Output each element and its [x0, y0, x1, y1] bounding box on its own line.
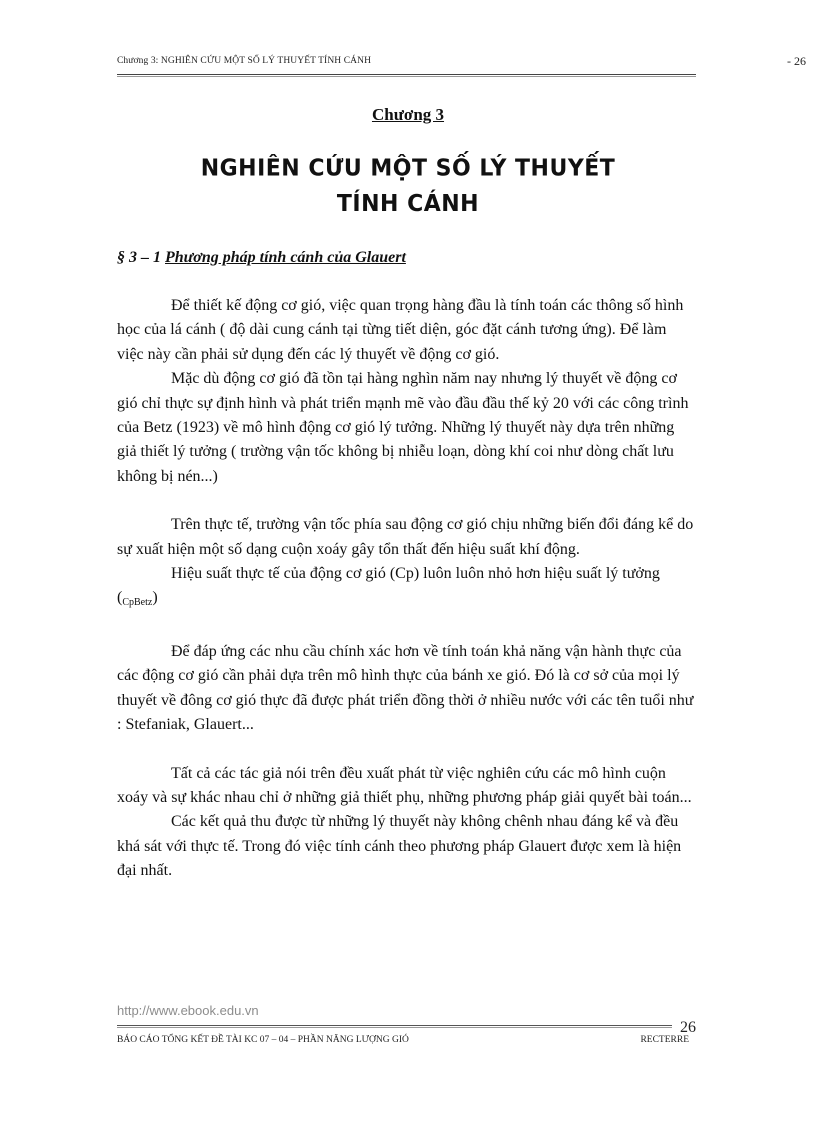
formula-subscript: CpBetz — [122, 597, 153, 609]
running-header-page-number: - 26 — [787, 54, 806, 68]
paragraph: Mặc dù động cơ gió đã tồn tại hàng nghìn năm nay nhưng lý thuyết về động cơ gió chỉ thực sự định hình và phát triển mạnh mẽ vào đầu đầu thế kỷ 20 với các công trình của Betz (1923) về mô hình động cơ gió lý tưởng. Những lý thuyết này dựa trên những giả thiết lý tưởng ( trường vận tốc không bị nhiễu loạn, dòng khí coi như dòng chất lưu không bị nén...) — [117, 370, 689, 485]
section-heading — [117, 249, 406, 267]
body-text — [117, 294, 697, 884]
footer-url-link[interactable]: http://www.ebook.edu.vn — [117, 1003, 259, 1018]
paragraph-text: Hiệu suất thực tế của động cơ gió (Cp) luôn luôn nhỏ hơn hiệu suất lý tưởng ( — [117, 565, 660, 607]
chapter-title-line-2: TÍNH CÁNH — [336, 191, 480, 218]
running-header-title: Chương 3: NGHIÊN CỨU MỘT SỐ LÝ THUYẾT TÍNH CÁNH — [117, 56, 372, 66]
footer-report-title: BÁO CÁO TỔNG KẾT ĐỀ TÀI KC 07 – 04 – PHẦN NĂNG LƯỢNG GIÓ — [117, 1035, 409, 1045]
paragraph-spacer — [117, 738, 697, 762]
chapter-title-line-1: NGHIÊN CỨU MỘT SỐ LÝ THUYẾT — [200, 155, 616, 182]
section-number: § 3 – 1 — [117, 249, 165, 266]
paragraph: Trên thực tế, trường vận tốc phía sau động cơ gió chịu những biến đổi đáng kể do sự xuất hiện một số dạng cuộn xoáy gây tổn thất đến hiệu suất khí động. — [117, 516, 694, 558]
paragraph: Tất cả các tác giả nói trên đều xuất phát từ việc nghiên cứu các mô hình cuộn xoáy và sự khác nhau chỉ ở những giả thiết phụ, những phương pháp giải quyết bài toán... — [117, 764, 692, 806]
chapter-title — [0, 151, 816, 222]
paragraph-spacer — [117, 489, 697, 513]
paragraph: Các kết quả thu được từ những lý thuyết này không chênh nhau đáng kể và đều khá sát với thực tế. Trong đó việc tính cánh theo phương pháp Glauert được xem là hiện đại nhất. — [117, 813, 682, 880]
footer-organization: RECTERRE — [640, 1035, 689, 1045]
section-title: Phương pháp tính cánh của Glauert — [165, 249, 406, 266]
footer-page-number: 26 — [680, 1019, 696, 1036]
header-rule — [117, 74, 696, 77]
chapter-label: Chương 3 — [371, 105, 445, 124]
paragraph: Để đáp ứng các nhu cầu chính xác hơn về tính toán khả năng vận hành thực của các động cơ gió cần phải dựa trên mô hình thực của bánh xe gió. Đó là cơ sở của mọi lý thuyết về đông cơ gió thực đã được phát triển đồng thời ở nhiều nước với các tên tuổi như : Stefaniak, Glauert... — [117, 642, 694, 734]
paragraph: Để thiết kế động cơ gió, việc quan trọng hàng đầu là tính toán các thông số hình học của lá cánh ( độ dài cung cánh tại từng tiết diện, góc đặt cánh tương ứng). Để làm việc này cần phải sử dụng đến các lý thuyết về động cơ gió. — [117, 297, 684, 363]
paragraph-with-formula — [117, 562, 697, 616]
footer-rule — [117, 1025, 672, 1028]
formula-closing: ) — [152, 589, 158, 607]
paragraph-spacer — [117, 616, 697, 640]
